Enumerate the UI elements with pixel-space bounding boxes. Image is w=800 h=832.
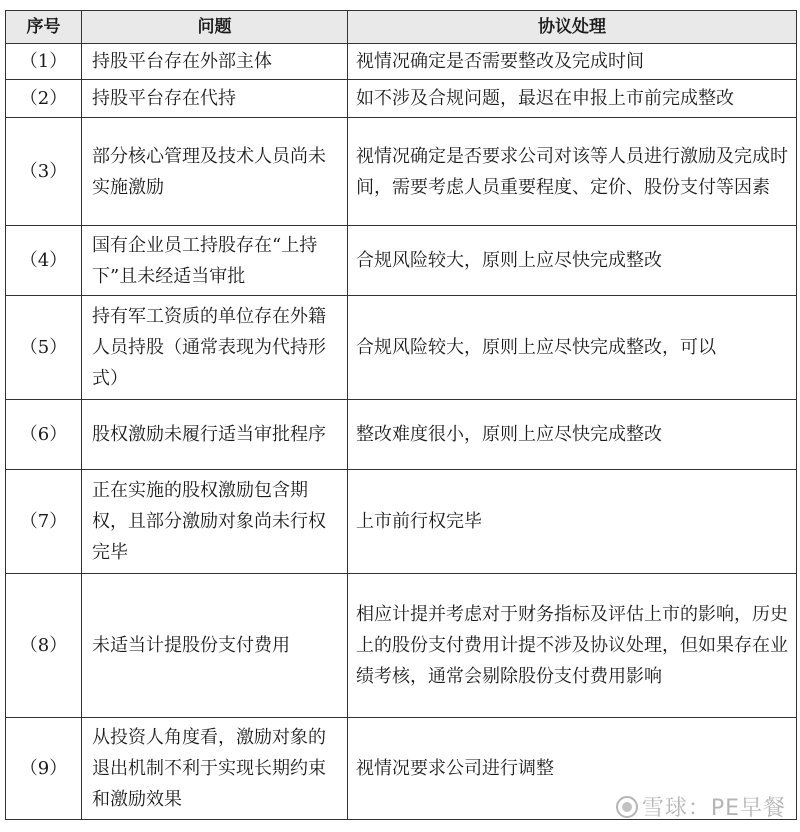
row-number: （1） xyxy=(6,44,82,80)
row-handling: 合规风险较大，原则上应尽快完成整改 xyxy=(348,226,797,296)
row-issue: 正在实施的股权激励包含期权，且部分激励对象尚未行权完毕 xyxy=(82,470,348,574)
row-handling: 合规风险较大，原则上应尽快完成整改，可以 xyxy=(348,296,797,400)
row-number: （3） xyxy=(6,118,82,226)
row-issue: 国有企业员工持股存在“上持下”且未经适当审批 xyxy=(82,226,348,296)
table-header-row xyxy=(6,11,797,44)
header-issue: 问题 xyxy=(82,11,348,44)
row-number: （7） xyxy=(6,470,82,574)
watermark-text: 雪球：PE早餐 xyxy=(641,796,786,821)
snowball-logo-icon xyxy=(616,796,638,818)
row-issue: 从投资人角度看，激励对象的退出机制不利于实现长期约束和激励效果 xyxy=(82,718,348,820)
row-issue: 持有军工资质的单位存在外籍人员持股（通常表现为代持形式） xyxy=(82,296,348,400)
row-number: （5） xyxy=(6,296,82,400)
table-row xyxy=(6,226,797,296)
row-issue: 未适当计提股份支付费用 xyxy=(82,574,348,718)
row-handling: 视情况确定是否要求公司对该等人员进行激励及完成时间，需要考虑人员重要程度、定价、股份支付等因素 xyxy=(348,118,797,226)
row-handling: 相应计提并考虑对于财务指标及评估上市的影响，历史上的股份支付费用计提不涉及协议处理，但如果存在业绩考核，通常会剔除股份支付费用影响 xyxy=(348,574,797,718)
row-issue: 持股平台存在代持 xyxy=(82,80,348,118)
row-number: （9） xyxy=(6,718,82,820)
issues-table xyxy=(5,10,797,820)
table-row xyxy=(6,118,797,226)
row-handling: 上市前行权完毕 xyxy=(348,470,797,574)
table-row xyxy=(6,296,797,400)
row-number: （2） xyxy=(6,80,82,118)
header-handling: 协议处理 xyxy=(348,11,797,44)
row-handling: 整改难度很小，原则上应尽快完成整改 xyxy=(348,400,797,470)
table-row xyxy=(6,470,797,574)
row-number: （8） xyxy=(6,574,82,718)
row-number: （4） xyxy=(6,226,82,296)
table-row xyxy=(6,44,797,80)
row-issue: 股权激励未履行适当审批程序 xyxy=(82,400,348,470)
row-issue: 持股平台存在外部主体 xyxy=(82,44,348,80)
row-issue: 部分核心管理及技术人员尚未实施激励 xyxy=(82,118,348,226)
table-row xyxy=(6,400,797,470)
row-handling: 视情况要求公司进行调整 xyxy=(348,718,797,820)
header-number: 序号 xyxy=(6,11,82,44)
table-row xyxy=(6,80,797,118)
watermark xyxy=(616,791,786,822)
row-number: （6） xyxy=(6,400,82,470)
table-row xyxy=(6,574,797,718)
row-handling: 如不涉及合规问题，最迟在申报上市前完成整改 xyxy=(348,80,797,118)
row-handling: 视情况确定是否需要整改及完成时间 xyxy=(348,44,797,80)
